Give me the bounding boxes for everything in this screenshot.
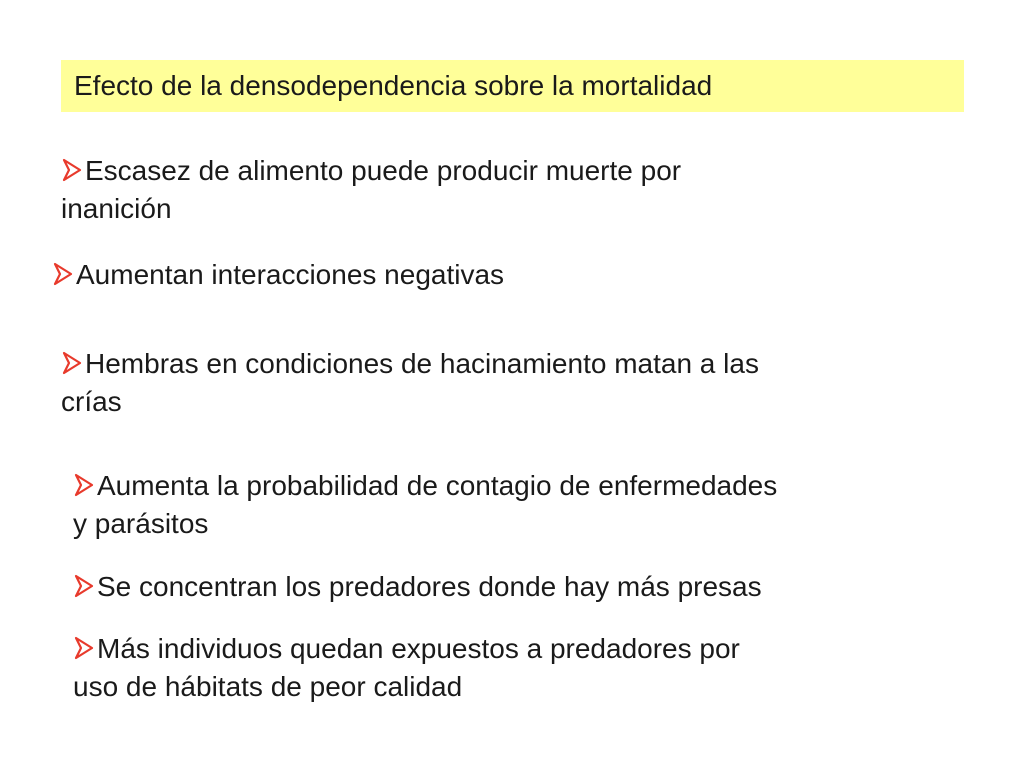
bullet-text: Escasez de alimento puede producir muerte por	[85, 155, 682, 186]
bullet-item	[73, 568, 762, 606]
bullet-item	[52, 256, 504, 294]
arrow-bullet-icon	[61, 350, 83, 376]
arrow-bullet-icon	[73, 573, 95, 599]
bullet-text-continued: crías	[61, 386, 122, 417]
bullet-item	[61, 152, 681, 228]
bullet-text-continued: inanición	[61, 193, 172, 224]
arrow-bullet-icon	[52, 261, 74, 287]
slide-title-box	[61, 60, 964, 112]
bullet-text: Se concentran los predadores donde hay más presas	[97, 571, 762, 602]
bullet-text: Aumenta la probabilidad de contagio de enfermedades	[97, 470, 778, 501]
slide-title: Efecto de la densodependencia sobre la mortalidad	[74, 70, 713, 101]
bullet-text: Hembras en condiciones de hacinamiento matan a las	[85, 348, 759, 379]
arrow-bullet-icon	[73, 472, 95, 498]
bullet-text-continued: y parásitos	[73, 508, 209, 539]
bullet-item	[73, 630, 740, 706]
bullet-text: Aumentan interacciones negativas	[76, 259, 505, 290]
arrow-bullet-icon	[61, 157, 83, 183]
arrow-bullet-icon	[73, 635, 95, 661]
bullet-item	[61, 345, 759, 421]
bullet-item	[73, 467, 777, 543]
bullet-text-continued: uso de hábitats de peor calidad	[73, 671, 463, 702]
bullet-text: Más individuos quedan expuestos a predadores por	[97, 633, 740, 664]
